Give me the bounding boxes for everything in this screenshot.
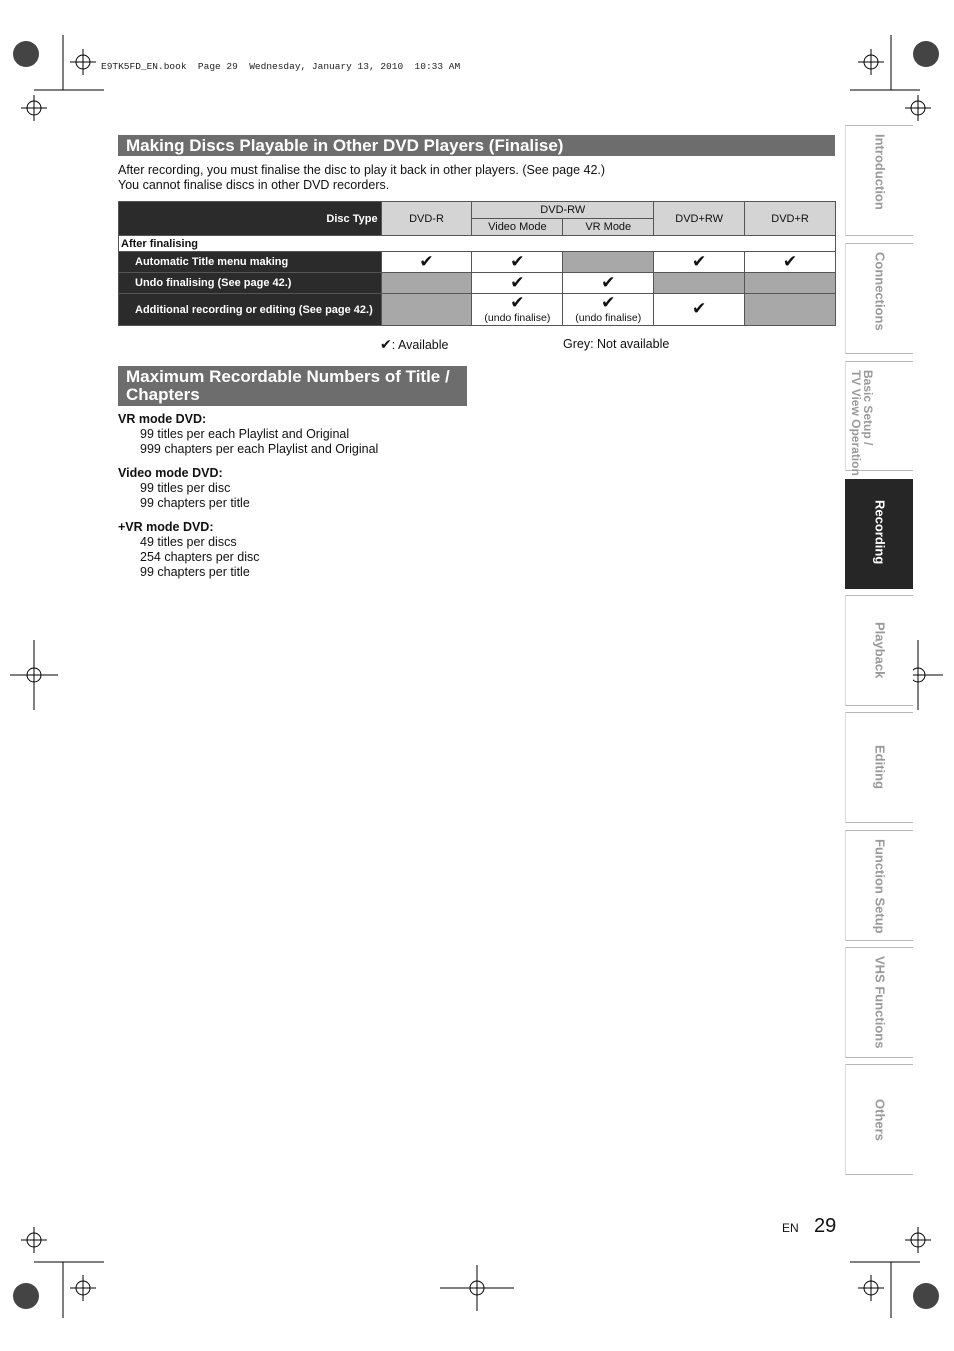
- tab-label-wrap: [850, 370, 874, 476]
- cell-available: [654, 252, 745, 273]
- intro-line-2: You cannot finalise discs in other DVD recorders.: [118, 178, 390, 192]
- intro-line-1: After recording, you must finalise the disc to play it back in other players. (See page 42.): [118, 163, 606, 177]
- cell-not-available: [563, 252, 654, 273]
- legend-available-text: : Available: [391, 338, 449, 352]
- cell-available: [472, 252, 563, 273]
- tab-label: Introduction: [872, 134, 887, 210]
- cell-available: [745, 252, 836, 273]
- cell-not-available: [654, 273, 745, 294]
- legend-grey: Grey: Not available: [563, 337, 670, 351]
- spec-group-video: [118, 466, 378, 511]
- cell-available: [563, 273, 654, 294]
- tab-connections[interactable]: [845, 243, 913, 354]
- finalise-table: [118, 201, 836, 326]
- tab-label: Playback: [872, 622, 887, 679]
- legend-available: [380, 337, 449, 354]
- specs-list: [118, 412, 378, 589]
- cell-not-available: [745, 294, 836, 326]
- tab-introduction[interactable]: [845, 125, 913, 236]
- row-label: Additional recording or editing (See page 42.): [119, 294, 382, 326]
- check-icon: ✔: [782, 251, 798, 272]
- col-dvd-rw: DVD-RW: [472, 202, 654, 219]
- check-icon: ✔: [692, 251, 707, 272]
- after-finalising-label: After finalising: [119, 236, 836, 252]
- page-language: EN: [782, 1221, 799, 1235]
- check-icon: ✔: [510, 293, 525, 313]
- tab-label: Editing: [872, 745, 887, 790]
- col-dvd-plus-r: DVD+R: [745, 202, 836, 236]
- check-icon: ✔: [419, 251, 434, 272]
- check-icon: ✔: [601, 272, 616, 293]
- check-icon: ✔: [380, 337, 392, 353]
- tab-editing[interactable]: [845, 712, 913, 823]
- section-title-line-2: Chapters: [126, 385, 200, 404]
- table-row: [119, 294, 836, 326]
- cell-available-undo: [472, 294, 563, 326]
- spec-line: 99 titles per disc: [140, 481, 231, 495]
- check-icon: ✔: [692, 299, 707, 319]
- table-row: [119, 252, 836, 273]
- section-title-finalise: Making Discs Playable in Other DVD Players (Finalise): [118, 135, 835, 156]
- undo-note: (undo finalise): [484, 312, 551, 324]
- cell-not-available: [745, 273, 836, 294]
- tab-basic-setup[interactable]: [845, 361, 913, 476]
- section-title-line-1: Maximum Recordable Numbers of Title /: [126, 367, 450, 386]
- tab-playback[interactable]: [845, 595, 913, 706]
- disc-type-header: Disc Type: [119, 202, 382, 236]
- row-label: Automatic Title menu making: [119, 252, 382, 273]
- cell-not-available: [381, 294, 472, 326]
- col-dvd-r: DVD-R: [381, 202, 472, 236]
- tab-function-setup[interactable]: [845, 830, 913, 941]
- cell-available: [381, 252, 472, 273]
- tab-label: Function Setup: [872, 839, 887, 934]
- tab-label: Others: [872, 1099, 887, 1141]
- cell-not-available: [381, 273, 472, 294]
- spec-line: 254 chapters per disc: [140, 550, 260, 564]
- col-video-mode: Video Mode: [472, 219, 563, 236]
- spec-group-vr: [118, 412, 378, 457]
- tab-recording[interactable]: [845, 479, 913, 589]
- tab-label-2: TV View Operation: [849, 370, 863, 476]
- row-label: Undo finalising (See page 42.): [119, 273, 382, 294]
- spec-line: 99 titles per each Playlist and Original: [140, 427, 350, 441]
- spec-label: +VR mode DVD:: [118, 520, 214, 534]
- check-icon: ✔: [510, 272, 525, 293]
- table-row: [119, 273, 836, 294]
- col-vr-mode: VR Mode: [563, 219, 654, 236]
- undo-note: (undo finalise): [575, 312, 642, 324]
- spec-line: 49 titles per discs: [140, 535, 237, 549]
- cell-available: [654, 294, 745, 326]
- spec-line: 99 chapters per title: [140, 496, 250, 510]
- cell-available-undo: [563, 294, 654, 326]
- spec-label: VR mode DVD:: [118, 412, 207, 426]
- spec-line: 999 chapters per each Playlist and Original: [140, 442, 379, 456]
- spec-line: 99 chapters per title: [140, 565, 250, 579]
- check-icon: ✔: [510, 251, 525, 272]
- tab-vhs-functions[interactable]: [845, 947, 913, 1058]
- spec-group-plus-vr: [118, 520, 378, 580]
- tab-label: VHS Functions: [872, 956, 887, 1049]
- cell-available: [472, 273, 563, 294]
- tab-others[interactable]: [845, 1064, 913, 1175]
- tab-label: Connections: [872, 252, 887, 331]
- spec-label: Video mode DVD:: [118, 466, 223, 480]
- col-dvd-plus-rw: DVD+RW: [654, 202, 745, 236]
- tab-label: Basic Setup /: [861, 370, 875, 446]
- section-title-max-numbers: [118, 366, 467, 406]
- check-icon: ✔: [601, 293, 616, 313]
- print-info: E9TK5FD_EN.book Page 29 Wednesday, January 13, 2010 10:33 AM: [101, 61, 461, 72]
- tab-label: Recording: [872, 500, 887, 565]
- page-number: 29: [814, 1215, 837, 1237]
